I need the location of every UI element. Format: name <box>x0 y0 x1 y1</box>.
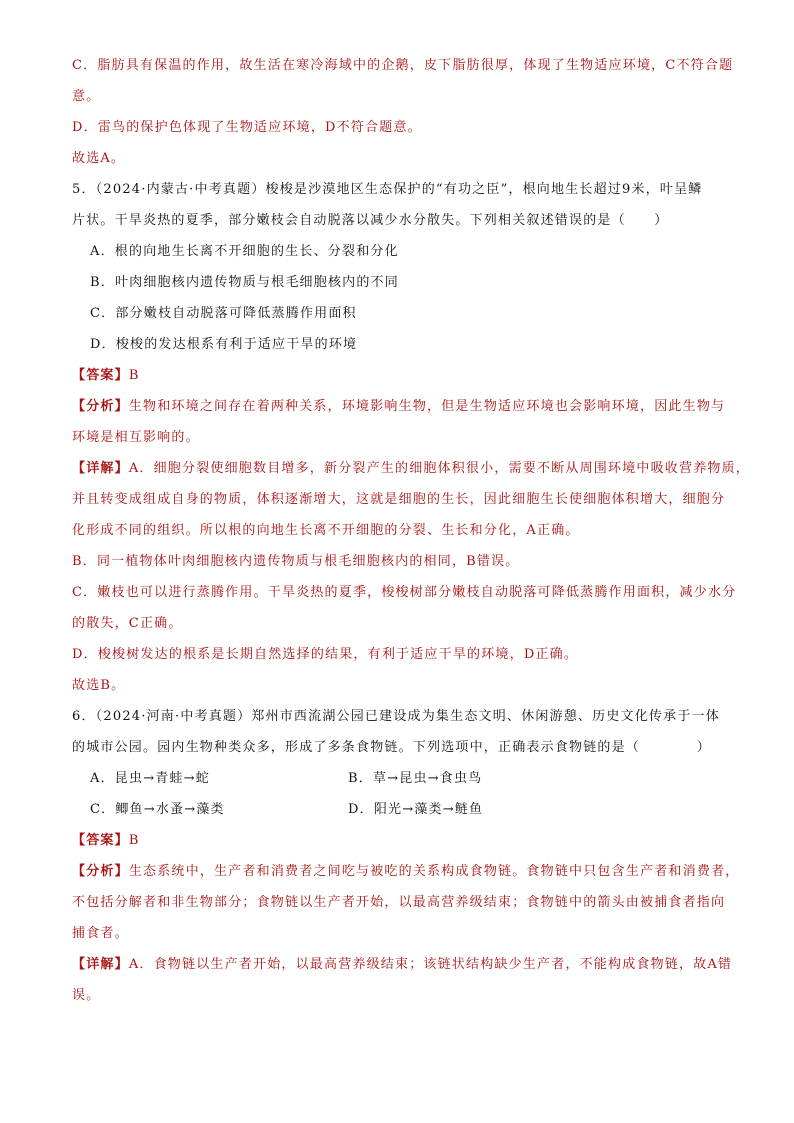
q6-stem-line1: 6．（2024·河南·中考真题）郑州市西流湖公园已建设成为集生态文明、休闲游憩、历史文化传承于一体 <box>72 709 720 724</box>
q6-stem-line2: 的城市公园。园内生物种类众多，形成了多条食物链。下列选项中，正确表示食物链的是（ ） <box>72 740 712 755</box>
q6-option-b: B．草→昆虫→食虫鸟 <box>348 771 483 786</box>
q6-analysis-line3: 捕食者。 <box>72 926 129 941</box>
q6-answer-tag: 【答案】 <box>72 833 129 848</box>
q5-answer-value: B <box>128 368 140 383</box>
q5-option-b: B．叶肉细胞核内遗传物质与根毛细胞核内的不同 <box>90 275 399 290</box>
q6-detail-tag: 【详解】 <box>72 957 129 972</box>
q6-options-row1 <box>72 763 728 794</box>
q5-detail-c-line1: C．嫩枝也可以进行蒸腾作用。干旱炎热的夏季，梭梭树部分嫩枝自动脱落可降低蒸腾作用面积，减少水分 <box>72 585 737 600</box>
q5-detail-a-line1 <box>72 453 751 484</box>
q5-answer <box>72 360 728 391</box>
q5-answer-tag: 【答案】 <box>72 368 129 383</box>
q5-option-a: A．根的向地生长离不开细胞的生长、分裂和分化 <box>90 244 399 259</box>
q5-detail-a-text1: A．细胞分裂使细胞数目增多，新分裂产生的细胞体积很小，需要不断从周围环境中吸收营养物质， <box>128 461 751 476</box>
q5-analysis-line2: 环境是相互影响的。 <box>72 430 200 445</box>
q5-option-c: C．部分嫩枝自动脱落可降低蒸腾作用面积 <box>90 306 357 321</box>
q5-analysis-text1: 生物和环境之间存在着两种关系，环境影响生物，但是生物适应环境也会影响环境，因此生物与 <box>128 399 726 414</box>
q6-analysis-line1 <box>72 856 740 887</box>
q4-option-c-explanation-line2: 意。 <box>72 89 101 104</box>
q5-detail-b: B．同一植物体叶肉细胞核内遗传物质与根毛细胞核内的相同，B错误。 <box>72 554 520 569</box>
q6-analysis-text1: 生态系统中，生产者和消费者之间吃与被吃的关系构成食物链。食物链中只包含生产者和消费者， <box>128 864 740 879</box>
q6-options-row2 <box>72 794 728 825</box>
q6-answer <box>72 825 728 856</box>
q5-detail-d: D．梭梭树发达的根系是长期自然选择的结果，有利于适应干旱的环境，D正确。 <box>72 647 579 662</box>
q5-stem-line1: 5．（2024·内蒙古·中考真题）梭梭是沙漠地区生态保护的“有功之臣”，根向地生长超过9米，叶呈鳞 <box>72 182 703 197</box>
q5-analysis-line1 <box>72 391 728 422</box>
q6-detail-a-text1: A．食物链以生产者开始，以最高营养级结束；该链状结构缺少生产者，不能构成食物链，故A错 <box>128 957 733 972</box>
q4-option-d-explanation: D．雷鸟的保护色体现了生物适应环境，D不符合题意。 <box>72 120 422 135</box>
q5-detail-c-line2: 的散失，C正确。 <box>72 616 183 631</box>
q6-option-a: A．昆虫→青蛙→蛇 <box>90 771 210 786</box>
q5-detail-a-line3: 化形成不同的组织。所以根的向地生长离不开细胞的分裂、生长和分化，A正确。 <box>72 523 580 538</box>
q5-analysis-tag: 【分析】 <box>72 399 129 414</box>
q4-choose: 故选A。 <box>72 151 126 166</box>
q6-option-c: C．鲫鱼→水蚤→藻类 <box>90 802 225 817</box>
q6-option-d: D．阳光→藻类→鲢鱼 <box>348 802 484 817</box>
q6-detail-a-line2: 误。 <box>72 988 101 1003</box>
q6-answer-value: B <box>128 833 140 848</box>
q5-option-d: D．梭梭的发达根系有利于适应干旱的环境 <box>90 337 358 352</box>
page-content <box>72 50 751 1011</box>
q6-analysis-tag: 【分析】 <box>72 864 129 879</box>
q5-choose: 故选B。 <box>72 678 126 693</box>
q5-detail-a-line2: 并且转变成组成自身的物质，体积逐渐增大，这就是细胞的生长，因此细胞生长使细胞体积增大，细胞分 <box>72 492 726 507</box>
q6-analysis-line2: 不包括分解者和非生物部分；食物链以生产者开始，以最高营养级结束；食物链中的箭头由被捕食者指向 <box>72 895 726 910</box>
q6-detail-a-line1 <box>72 949 733 980</box>
q5-detail-tag: 【详解】 <box>72 461 129 476</box>
q5-stem-line2: 片状。干旱炎热的夏季，部分嫩枝会自动脱落以减少水分散失。下列相关叙述错误的是（ ） <box>72 213 669 228</box>
q4-option-c-explanation-line1: C．脂肪具有保温的作用，故生活在寒冷海域中的企鹅，皮下脂肪很厚，体现了生物适应环境，C不符合题 <box>72 58 734 73</box>
